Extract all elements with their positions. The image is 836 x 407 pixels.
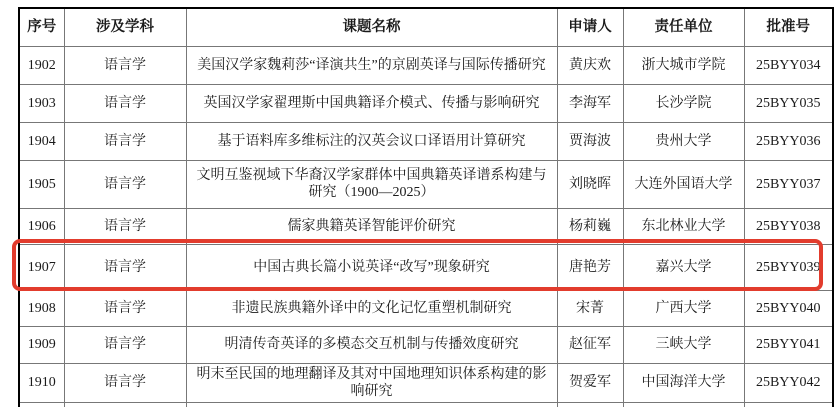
cell-subject: 语言学 <box>64 84 186 122</box>
cell-unit: 中国海洋大学 <box>623 363 744 402</box>
cell-applicant: 贾海波 <box>557 122 623 160</box>
header-approval: 批准号 <box>744 8 833 46</box>
cell-unit: 嘉兴大学 <box>623 244 744 290</box>
cell-subject: 语言学 <box>64 46 186 84</box>
table-row <box>19 208 833 244</box>
cell-no: 1908 <box>19 290 64 326</box>
cell-title: 明末至民国的地理翻译及其对中国地理知识体系构建的影响研究 <box>186 363 557 402</box>
cell-applicant <box>557 402 623 407</box>
table-row <box>19 46 833 84</box>
cell-applicant: 杨莉巍 <box>557 208 623 244</box>
cell-title: 英国汉学家翟理斯中国典籍译介模式、传播与影响研究 <box>186 84 557 122</box>
cell-applicant: 李海军 <box>557 84 623 122</box>
table-row <box>19 122 833 160</box>
cell-subject: 语言学 <box>64 290 186 326</box>
cell-subject: 语言学 <box>64 244 186 290</box>
table-row <box>19 363 833 402</box>
cell-no: 1907 <box>19 244 64 290</box>
cell-subject: 语言学 <box>64 122 186 160</box>
cell-no: 1904 <box>19 122 64 160</box>
cell-unit <box>623 402 744 407</box>
cell-approval: 25BYY038 <box>744 208 833 244</box>
cell-approval: 25BYY036 <box>744 122 833 160</box>
header-unit: 责任单位 <box>623 8 744 46</box>
cell-title: 美国汉学家魏莉莎“译演共生”的京剧英译与国际传播研究 <box>186 46 557 84</box>
cell-no: 1902 <box>19 46 64 84</box>
cell-unit: 广西大学 <box>623 290 744 326</box>
cell-applicant: 唐艳芳 <box>557 244 623 290</box>
table-header-row <box>19 8 833 46</box>
cell-approval: 25BYY039 <box>744 244 833 290</box>
cell-title: 明清传奇英译的多模态交互机制与传播效度研究 <box>186 326 557 363</box>
cell-title: 非遗民族典籍外译中的文化记忆重塑机制研究 <box>186 290 557 326</box>
cell-approval: 25BYY041 <box>744 326 833 363</box>
cell-applicant: 宋菁 <box>557 290 623 326</box>
cell-unit: 贵州大学 <box>623 122 744 160</box>
header-no: 序号 <box>19 8 64 46</box>
header-title: 课题名称 <box>186 8 557 46</box>
cell-approval: 25BYY040 <box>744 290 833 326</box>
cell-applicant: 贺爱军 <box>557 363 623 402</box>
cell-no <box>19 402 64 407</box>
cell-no: 1910 <box>19 363 64 402</box>
cell-subject: 语言学 <box>64 326 186 363</box>
cell-title: 儒家典籍英译智能评价研究 <box>186 208 557 244</box>
cell-subject: 语言学 <box>64 160 186 208</box>
header-subject: 涉及学科 <box>64 8 186 46</box>
cell-title: 基于语料库多维标注的汉英会议口译语用计算研究 <box>186 122 557 160</box>
cell-approval: 25BYY042 <box>744 363 833 402</box>
cell-unit: 浙大城市学院 <box>623 46 744 84</box>
cell-no: 1903 <box>19 84 64 122</box>
cell-approval: 25BYY035 <box>744 84 833 122</box>
header-applicant: 申请人 <box>557 8 623 46</box>
cell-subject: 语言学 <box>64 208 186 244</box>
table-row <box>19 326 833 363</box>
grant-approval-table <box>18 7 834 407</box>
cell-no: 1909 <box>19 326 64 363</box>
table-row <box>19 290 833 326</box>
cell-subject: 语言学 <box>64 363 186 402</box>
cell-title: 文明互鉴视域下华裔汉学家群体中国典籍英译谱系构建与研究（1900—2025） <box>186 160 557 208</box>
cell-unit: 长沙学院 <box>623 84 744 122</box>
cell-subject <box>64 402 186 407</box>
cell-unit: 大连外国语大学 <box>623 160 744 208</box>
cell-approval: 25BYY034 <box>744 46 833 84</box>
cell-title <box>186 402 557 407</box>
cell-unit: 东北林业大学 <box>623 208 744 244</box>
table-row <box>19 160 833 208</box>
cell-approval: 25BYY037 <box>744 160 833 208</box>
cell-title: 中国古典长篇小说英译“改写”现象研究 <box>186 244 557 290</box>
table-row <box>19 84 833 122</box>
table-row-highlighted <box>19 244 833 290</box>
cell-applicant: 赵征军 <box>557 326 623 363</box>
cell-applicant: 黄庆欢 <box>557 46 623 84</box>
cell-unit: 三峡大学 <box>623 326 744 363</box>
cell-approval <box>744 402 833 407</box>
cell-applicant: 刘晓晖 <box>557 160 623 208</box>
table-row-partial <box>19 402 833 407</box>
cell-no: 1905 <box>19 160 64 208</box>
cell-no: 1906 <box>19 208 64 244</box>
